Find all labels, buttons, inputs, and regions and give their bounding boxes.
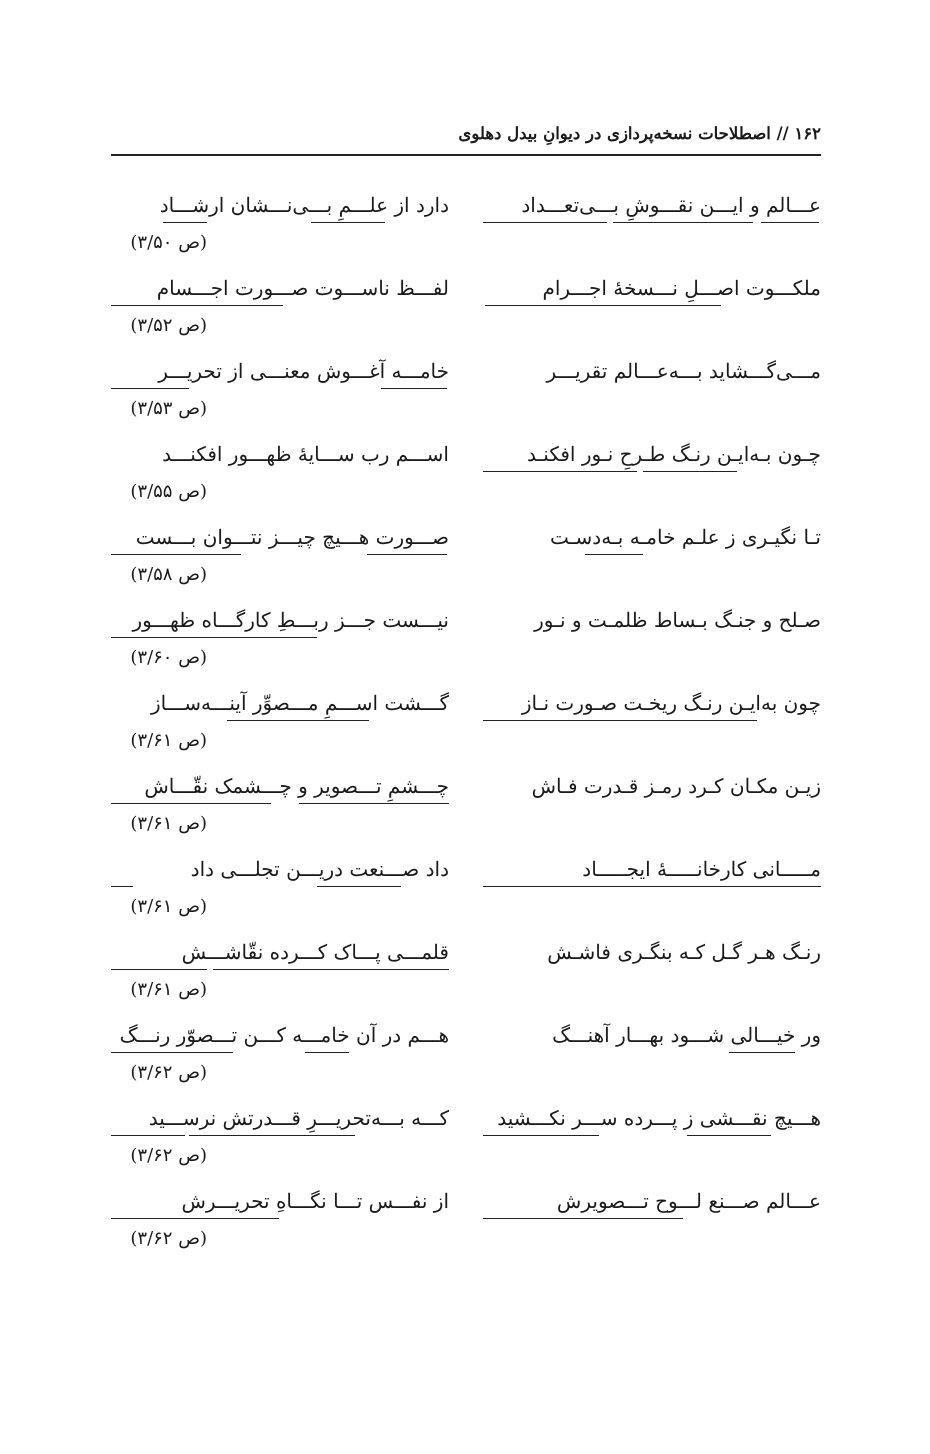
citation: (ص ۳/۶۰) [130, 647, 207, 668]
hemistich-second: گـــشت اســـمِ مـــصوِّر آینـــه‌ســـاز [150, 691, 449, 715]
term-underline [643, 471, 737, 472]
hemistich-second: خامـــه آغـــوش معنـــی از تحریـــر [158, 359, 449, 383]
term-underline [111, 1052, 233, 1053]
term-underline [163, 222, 207, 223]
term-underline [189, 1135, 355, 1136]
term-underline [485, 305, 721, 306]
couplet [111, 1101, 821, 1184]
couplet [111, 437, 821, 520]
term-underline [483, 720, 757, 721]
citation: (ص ۳/۵۸) [130, 564, 207, 585]
citation: (ص ۳/۶۲) [130, 1145, 207, 1166]
citation: (ص ۳/۵۲) [130, 315, 207, 336]
hemistich-second: نیـــست جـــز ربـــطِ کارگـــاه ظهـــور [132, 608, 449, 632]
hemistich-first: ملکـــوت اصـــلِ نـــسخهٔ اجـــرام [542, 276, 821, 300]
term-underline [213, 969, 449, 970]
verse-list [111, 188, 821, 1267]
couplet [111, 520, 821, 603]
term-underline [585, 554, 643, 555]
couplet [111, 603, 821, 686]
hemistich-second: هـــم در آن خامـــه کـــن تـــصوّر رنـــگ [119, 1023, 449, 1047]
term-underline [299, 803, 449, 804]
hemistich-second: دارد از علـــمِ بـــی‌نـــشان ارشـــاد [159, 193, 449, 217]
term-underline [227, 720, 369, 721]
citation: (ص ۳/۶۱) [130, 979, 207, 1000]
hemistich-first: ور خیـــالی شـــود بهـــار آهنـــگ [552, 1023, 821, 1047]
hemistich-first: تـا نگیـری ز علـم خامـه بـه‌دسـت [550, 525, 821, 549]
couplet [111, 1018, 821, 1101]
hemistich-first: چون به‌ایـن رنـگ ریخـت صـورت نـاز [521, 691, 821, 715]
term-underline [111, 305, 283, 306]
term-underline [613, 222, 753, 223]
couplet [111, 271, 821, 354]
hemistich-second: کـــه بـــه‌تحریـــرِ قـــدرتش نرســـید [148, 1106, 449, 1130]
citation: (ص ۳/۶۲) [130, 1062, 207, 1083]
hemistich-first: چـون بـه‌ایـن رنـگ طـرحِ نـور افکنـد [526, 442, 821, 466]
hemistich-first: زیـن مکـان کـرد رمـز قـدرت فـاش [531, 774, 821, 798]
term-underline [111, 886, 133, 887]
couplet [111, 354, 821, 437]
term-underline [311, 222, 385, 223]
citation: (ص ۳/۶۱) [130, 730, 207, 751]
hemistich-second: لفـــظ ناســـوت صـــورت اجـــسام [156, 276, 449, 300]
term-underline [761, 222, 819, 223]
hemistich-first: رنـگ هـر گـل کـه بنگـری فاشـش [547, 940, 821, 964]
term-underline [483, 1218, 683, 1219]
running-head: ۱۶۲ // اصطلاحات نسخه‌پردازی در دیوانِ بیدل دهلوی [458, 124, 821, 143]
term-underline [483, 886, 821, 887]
hemistich-second: صـــورت هـــیچ چیـــز نتـــوان بـــست [135, 525, 449, 549]
hemistich-first: هـــیچ نقـــشی ز پـــرده ســـر نکـــشید [497, 1106, 821, 1130]
term-underline [111, 969, 207, 970]
term-underline [111, 637, 317, 638]
hemistich-second: داد صـــنعت دریـــن تجلـــی داد [190, 857, 449, 881]
term-underline [483, 222, 607, 223]
citation: (ص ۳/۵۰) [130, 232, 207, 253]
hemistich-first: صـلح و جنـگ بـساط ظلمـت و نـور [534, 608, 821, 632]
citation: (ص ۳/۵۳) [130, 398, 207, 419]
page-header [111, 118, 821, 156]
couplet [111, 188, 821, 271]
hemistich-first: عـــالم و ایـــن نقـــوشِ بـــی‌تعـــداد [521, 193, 821, 217]
hemistich-second: از نفـــس تـــا نگـــاهِ تحریـــرش [181, 1189, 449, 1213]
citation: (ص ۳/۶۱) [130, 813, 207, 834]
term-underline [111, 388, 189, 389]
couplet [111, 686, 821, 769]
hemistich-first: مـــی‌گـــشاید بـــه‌عـــالم تقریـــر [546, 359, 821, 383]
term-underline [111, 803, 271, 804]
couplet [111, 769, 821, 852]
term-underline [483, 471, 637, 472]
couplet [111, 1184, 821, 1267]
term-underline [483, 1135, 599, 1136]
citation: (ص ۳/۵۵) [130, 481, 207, 502]
citation: (ص ۳/۶۱) [130, 896, 207, 917]
term-underline [381, 388, 447, 389]
hemistich-second: اســـم رب ســـایهٔ ظهـــور افکنـــد [162, 442, 449, 466]
term-underline [111, 1135, 185, 1136]
hemistich-second: چـــشمِ تـــصویر و چـــشمک نقّـــاش [144, 774, 449, 798]
hemistich-first: عـــالم صـــنع لـــوح تـــصویرش [556, 1189, 821, 1213]
hemistich-second: قلمـــی پـــاک کـــرده نقّاشـــش [181, 940, 449, 964]
term-underline [317, 886, 401, 887]
term-underline [367, 554, 447, 555]
term-underline [305, 1052, 349, 1053]
term-underline [111, 1218, 279, 1219]
term-underline [111, 554, 241, 555]
term-underline [729, 1052, 795, 1053]
couplet [111, 935, 821, 1018]
citation: (ص ۳/۶۲) [130, 1228, 207, 1249]
couplet [111, 852, 821, 935]
hemistich-first: مـــــانی کارخانـــــهٔ ایجـــــاد [582, 857, 821, 881]
term-underline [687, 1135, 771, 1136]
